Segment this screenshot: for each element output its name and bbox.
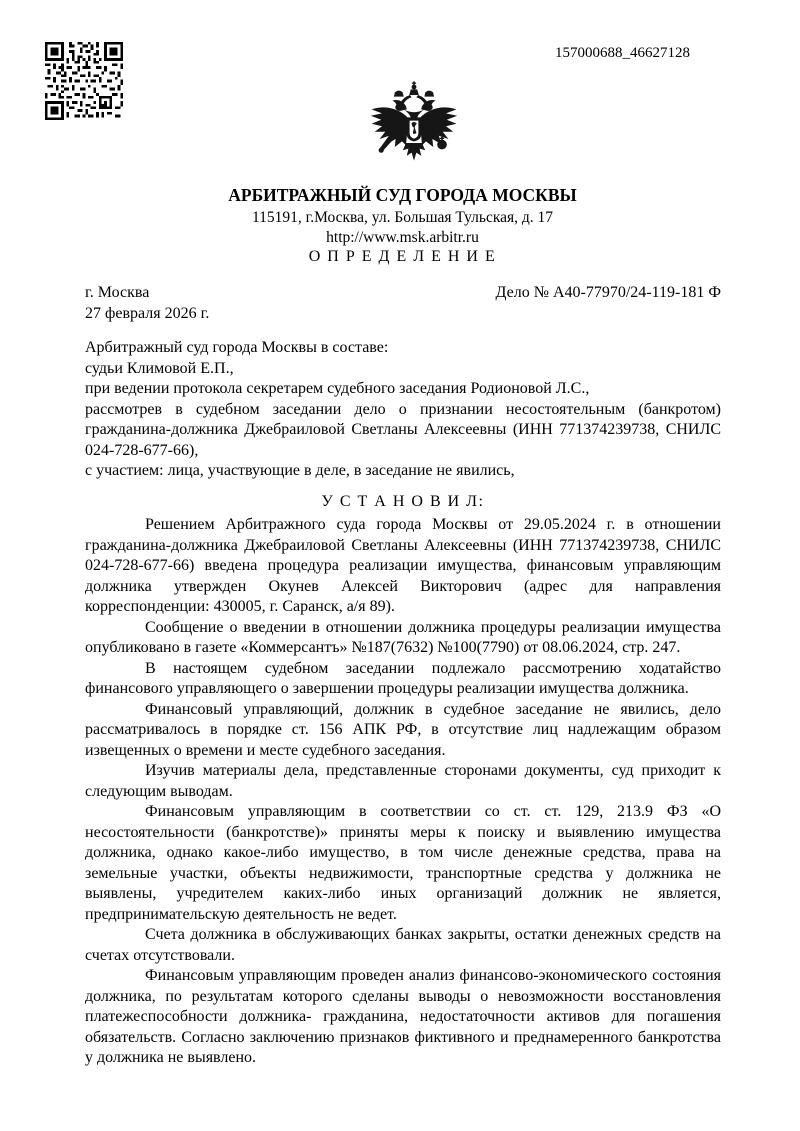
body-paragraph: Финансовым управляющим проведен анализ финансово-экономического состояния должника, по результатам которого сделаны выводы о невозможности восстановления платежеспособности должника- гражданина, недостаточности активов для погашения обязательств. Согласно заключению признаков фиктивного и преднамеренного банкротства у должника не выявлено. <box>85 967 721 1066</box>
ruling-body <box>85 515 721 1069</box>
body-paragraph: Решением Арбитражного суда города Москвы от 29.05.2024 г. в отношении гражданина-должника Джебраиловой Светланы Алексеевны (ИНН 771374239738, СНИЛС 024-728-677-66) введена процедура реализации имущества, финансовым управляющим должника утвержден Окунев Алексей Викторович (адрес для направления корреспонденции: 430005, г. Саранск, а/я 89). <box>85 516 721 615</box>
qr-code-icon <box>45 42 123 120</box>
court-composition <box>85 338 721 482</box>
intro-line: судьи Климовой Е.П., <box>85 359 234 377</box>
body-paragraph: Счета должника в обслуживающих банках закрыты, остатки денежных средств на счетах отсутствовали. <box>85 926 721 964</box>
body-paragraph: В настоящем судебном заседании подлежало рассмотрению ходатайство финансового управляющего о завершении процедуры реализации имущества должника. <box>85 659 721 697</box>
court-address: 115191, г.Москва, ул. Большая Тульская, д. 17 <box>251 209 554 226</box>
coat-of-arms-icon <box>366 72 462 174</box>
letterhead <box>85 185 720 267</box>
document-id: 157000688_46627128 <box>555 45 690 61</box>
body-paragraph: Сообщение о введении в отношении должника процедуры реализации имущества опубликовано в газете «Коммерсантъ» №187(7632) №100(7790) от 08.06.2024, стр. 247. <box>85 618 721 656</box>
court-name: АРБИТРАЖНЫЙ СУД ГОРОДА МОСКВЫ <box>228 185 577 205</box>
case-date: 27 февраля 2026 г. <box>85 304 210 322</box>
case-row <box>85 283 721 304</box>
body-paragraph: Финансовым управляющим в соответствии со ст. ст. 129, 213.9 ФЗ «О несостоятельности (банкротстве)» приняты меры к поиску и выявлению имущества должника, однако какое-либо имущество, в том числе денежные средства, права на земельные участки, объекты недвижимости, транспортные средства у должника не выявлены, учредителем каких-либо иных организаций должник не является, предпринимательскую деятельность не ведет. <box>85 803 721 923</box>
body-paragraph: Финансовый управляющий, должник в судебное заседание не явились, дело рассматривалось в порядке ст. 156 АПК РФ, в отсутствие лиц надлежащим образом извещенных о времени и месте судебного заседания. <box>85 700 721 759</box>
intro-line: Арбитражный суд города Москвы в составе: <box>85 339 389 356</box>
intro-line: рассмотрев в судебном заседании дело о признании несостоятельным (банкротом) гражданина-должника Джебраиловой Светланы Алексеевны (ИНН 771374239738, СНИЛС 024-728-677-66), <box>85 400 721 459</box>
document-type-heading: О П Р Е Д Е Л Е Н И Е <box>308 248 497 265</box>
intro-line: с участием: лица, участвующие в деле, в заседание не явились, <box>85 462 515 479</box>
court-website: http://www.msk.arbitr.ru <box>326 229 479 246</box>
intro-line: при ведении протокола секретарем судебного заседания Родионовой Л.С., <box>85 380 590 397</box>
document-body <box>85 283 721 1069</box>
body-paragraph: Изучив материалы дела, представленные сторонами документы, суд приходит к следующим выводам. <box>85 762 721 800</box>
ruling-heading: У С Т А Н О В И Л: <box>321 492 485 510</box>
case-city: г. Москва <box>85 284 150 301</box>
case-number: Дело № А40-77970/24-119-181 Ф <box>495 284 721 301</box>
